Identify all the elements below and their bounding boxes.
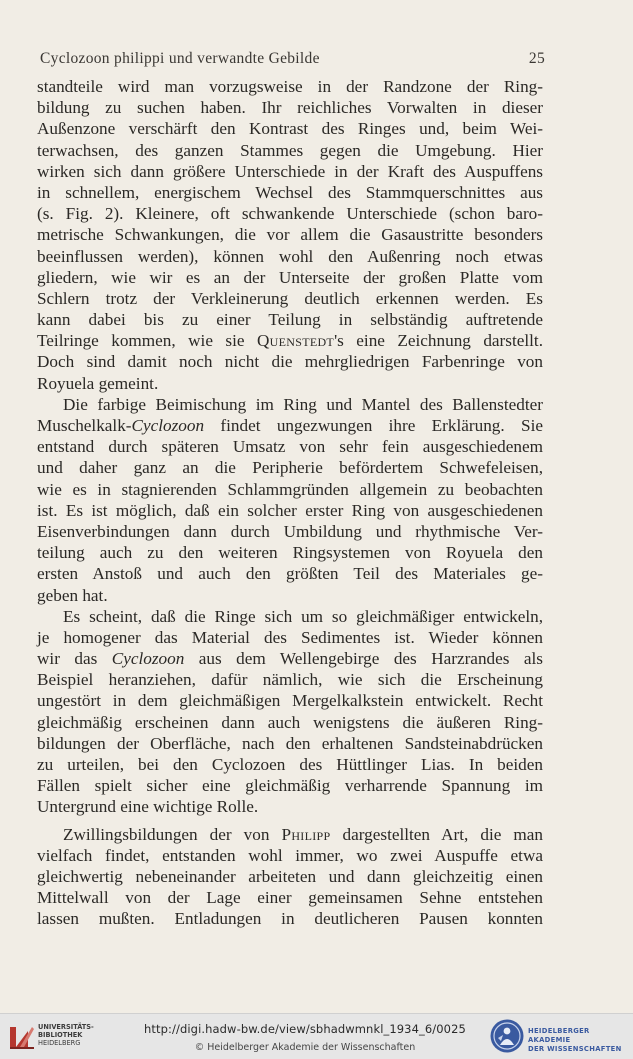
text-line: und daher ganz an die Peripherie befördertem Schwefeleisen, xyxy=(37,458,543,478)
text-line: in schnellem, energischem Wechsel des Stammquerschnittes aus xyxy=(37,182,543,202)
library-name-line: HEIDELBERG xyxy=(38,1039,81,1048)
text-span: 's eine Zeichnung darstellt. xyxy=(334,331,543,351)
text-line: Es scheint, daß die Ringe sich um so gleichmäßiger entwickeln, xyxy=(63,606,543,626)
text-line: gleichmäßig erscheinen dann auch wenigstens die äußeren Ring- xyxy=(37,712,543,732)
text-line: ungestört in dem gleichmäßigen Mergelkalkstein entwickelt. Recht xyxy=(37,691,543,711)
viewer-footer xyxy=(0,1013,633,1059)
academy-name[interactable] xyxy=(528,1027,633,1054)
text-line: lassen mußten. Entladungen in deutlicheren Pausen konnten xyxy=(37,909,543,929)
text-line: gleichwertig nebeneinander arbeiteten und dann gleichzeitig einen xyxy=(37,866,543,886)
text-line: Die farbige Beimischung im Ring und Mantel des Ballenstedter xyxy=(63,394,543,414)
copyright-notice: © Heidelberger Akademie der Wissenschaften xyxy=(194,1042,416,1053)
text-line: gliedern, wie wir es an der Unterseite der großen Platte vom xyxy=(37,267,543,287)
author-name: Quenstedt xyxy=(256,331,335,351)
heidelberg-university-library-logo-icon[interactable] xyxy=(8,1023,36,1051)
text-line: Eisenverbindungen dann durch Umbildung und rhythmische Ver- xyxy=(37,521,543,541)
text-span: findet ungezwungen ihre Erklärung. Sie xyxy=(204,416,543,435)
text-span: Muschelkalk- xyxy=(37,416,132,435)
text-line: wie es in stagnierenden Schlammgründen allgemein zu beobachten xyxy=(37,479,543,499)
text-line: Fällen spielt sicher eine gleichmäßig verharrende Spannung im xyxy=(37,776,543,796)
text-line: metrische Schwankungen, die vor allem die Gasaustritte besonders xyxy=(37,225,543,245)
text-line: kann dabei bis zu einer Teilung in selbständig auftretende xyxy=(37,310,543,330)
text-line: bildung zu suchen haben. Ihr reichliches Vorwalten in dieser xyxy=(37,98,543,118)
author-name: Philipp xyxy=(281,824,331,844)
text-line: Schlern trotz der Verkleinerung deutlich erkennen werden. Es xyxy=(37,288,543,308)
text-line: entstand durch späteren Umsatz von sehr fein ausgeschiedenem xyxy=(37,437,543,457)
text-line xyxy=(37,824,543,845)
page-number: 25 xyxy=(528,50,545,67)
permalink-url[interactable]: http://digi.hadw-bw.de/view/sbhadwmnkl_1934_6/0025 xyxy=(144,1022,466,1036)
text-line: wirken sich dann größere Unterschiede in der Kraft des Auspuffens xyxy=(37,161,543,181)
text-line xyxy=(37,330,543,351)
text-line: Royuela gemeint. xyxy=(37,373,159,393)
academy-name-line: DER WISSENSCHAFTEN xyxy=(528,1045,622,1053)
text-line: Außenzone verschärft den Kontrast des Ringes und, beim Wei- xyxy=(37,119,543,139)
academy-name-line: HEIDELBERGER AKADEMIE xyxy=(528,1027,590,1044)
library-name-line: BIBLIOTHEK xyxy=(38,1031,83,1040)
text-line: Beispiel heranziehen, dafür nämlich, wie sich die Erscheinung xyxy=(37,670,543,690)
text-span: Teilringe kommen, wie sie xyxy=(37,331,257,351)
text-line: Untergrund eine wichtige Rolle. xyxy=(37,797,259,817)
text-line: geben hat. xyxy=(37,585,108,605)
text-line: terwachsen, des ganzen Stammes gegen die Umgebung. Hier xyxy=(37,140,543,160)
taxon-name: Cyclozoon xyxy=(111,649,185,669)
text-span: wir das xyxy=(37,649,112,669)
text-line xyxy=(37,415,543,436)
text-line: bildungen der Oberfläche, nach den erhaltenen Sandsteinabdrücken xyxy=(37,733,543,753)
body-text xyxy=(37,76,543,930)
taxon-name: Cyclozoon xyxy=(131,416,205,435)
text-span: aus dem Wellengebirge des Harzrandes als xyxy=(184,649,543,669)
text-line: ersten Anstoß und auch den größten Teil des Materiales ge- xyxy=(37,564,543,584)
text-line: beeinflussen werden), können wohl den Außenring noch etwas xyxy=(37,246,543,266)
text-span: dargestellten Art, die man xyxy=(330,824,543,844)
text-line: standteile wird man vorzugsweise in der Randzone der Ring- xyxy=(37,77,543,96)
text-span: Zwillingsbildungen der von xyxy=(63,824,282,844)
text-line xyxy=(37,648,543,669)
text-line: Mittelwall von der Lage einer gemeinsamen Sehne entstehen xyxy=(37,888,543,908)
running-title: Cyclozoon philippi und verwandte Gebilde xyxy=(40,50,320,67)
text-line: zu urteilen, bei den Cyclozoen des Hüttlinger Lias. In beiden xyxy=(37,755,543,774)
text-line: Doch sind damit noch nicht die mehrgliedrigen Farbenringe von xyxy=(37,352,543,372)
text-line: teilung auch zu den weiteren Ringsystemen von Royuela den xyxy=(37,543,543,563)
text-line: vielfach findet, entstanden wohl immer, wo zwei Auspuffe etwa xyxy=(37,845,543,865)
text-line: je homogener das Material des Sedimentes ist. Wieder können xyxy=(37,627,543,647)
text-line: ist. Es ist möglich, daß ein solcher erster Ring von ausgeschiedenen xyxy=(37,500,543,520)
library-name[interactable] xyxy=(38,1023,94,1048)
running-head xyxy=(40,50,545,68)
library-name-line: UNIVERSITÄTS- xyxy=(38,1023,94,1031)
academy-seal-logo-icon[interactable] xyxy=(489,1018,525,1054)
text-line: (s. Fig. 2). Kleinere, oft schwankende Unterschiede (schon baro- xyxy=(37,204,543,224)
